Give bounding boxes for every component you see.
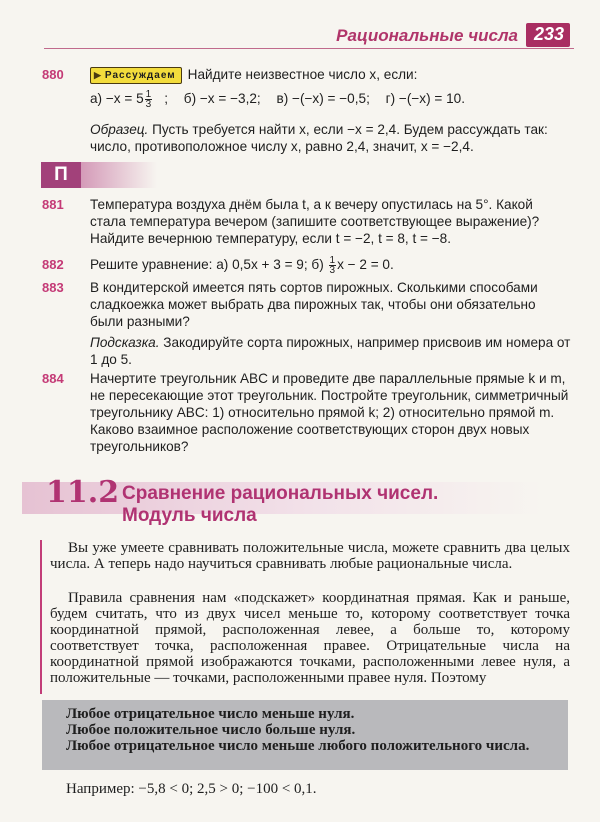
task-options [90, 90, 572, 109]
task-880 [42, 66, 572, 155]
task-text [90, 256, 572, 275]
task-number: 880 [42, 67, 64, 82]
option-b: б) −x = −3,2; [183, 91, 261, 107]
task-text: В кондитерской имеется пять сортов пирожных. Сколькими способами сладкоежка может выбрать два пирожных так, чтобы они обязательно были разными? [90, 280, 538, 329]
chapter-title: Рациональные числа [336, 26, 518, 45]
fraction-numerator: 1 [145, 89, 152, 100]
task-text: Найдите неизвестное число x, если: [187, 67, 418, 82]
example-line: Например: −5,8 < 0; 2,5 > 0; −100 < 0,1. [66, 781, 317, 797]
task-text: Начертите треугольник ABC и проведите две параллельные прямые k и m, не пересекающие этот треугольник. Постройте треугольник, симметричный треугольнику ABC: 1) относительно прямой k; 2) относительно прямой m. Каково взаимное расположение соответствующих сторон двух новых треугольников? [90, 371, 569, 454]
task-text: Температура воздуха днём была t, а к вечеру опустилась на 5°. Какой стала температура вечером (запишите соответствующее выражение)? Найдите вечернюю температуру, если t = −2, t = 8, t = −8. [90, 197, 540, 246]
badge-label: Рассуждаем [104, 70, 176, 81]
rules [66, 706, 566, 754]
fraction-denominator: 3 [329, 265, 336, 276]
section-number: 11.2 [46, 475, 120, 510]
equation-a: Решите уравнение: а) 0,5x + 3 = 9; б) [90, 257, 324, 273]
task-number: 881 [42, 197, 64, 212]
sample-label: Образец. [90, 122, 149, 137]
option-a-end: ; [164, 91, 168, 107]
hint-text: Закодируйте сорта пирожных, например присвоив им номера от 1 до 5. [90, 335, 571, 367]
p-level-strip [81, 162, 157, 188]
page-header [44, 24, 574, 49]
rule-item: Любое отрицательное число меньше нуля. [66, 706, 355, 722]
option-d: г) −(−x) = 10. [385, 91, 466, 107]
task-number: 882 [42, 257, 64, 272]
task-882 [42, 256, 572, 275]
page-number: 233 [526, 23, 570, 47]
task-884 [42, 370, 572, 455]
section-title-line-1: Сравнение рациональных чисел. [122, 483, 439, 504]
hint-label: Подсказка. [90, 335, 160, 350]
paragraph-1: Вы уже умеете сравнивать положительные числа, можете сравнить два целых числа. А теперь надо научиться сравнивать любые рациональные числа. [50, 540, 570, 572]
fraction [329, 256, 337, 275]
paragraph-2: Правила сравнения нам «подскажет» координатная прямая. Как и раньше, будем считать, что из двух чисел меньше то, которому соответствует точка координатной прямой, расположенная левее, а больше то, которому соответствует точка, расположенная правее. Отрицательные числа на координатной прямой изображаются точками, расположенными левее нуля, а положительные — точками, расположенными правее нуля. Поэтому [50, 590, 570, 686]
task-883 [42, 279, 572, 368]
hint [90, 334, 572, 368]
option-c: в) −(−x) = −0,5; [276, 91, 370, 107]
section-title [122, 483, 438, 527]
fraction-numerator: 1 [329, 255, 336, 266]
option-a: а) −x = 5 [90, 91, 144, 107]
reasoning-badge [90, 67, 182, 84]
sample [90, 121, 572, 155]
fraction [145, 90, 153, 109]
task-number: 884 [42, 371, 64, 386]
rule-item: Любое положительное число больше нуля. [66, 722, 356, 738]
arrow-icon: ▶ [94, 70, 102, 80]
task-number: 883 [42, 280, 64, 295]
task-881 [42, 196, 572, 247]
sample-text: Пусть требуется найти x, если −x = 2,4. Будем рассуждать так: число, противоположное числу x, равно 2,4, значит, x = −2,4. [90, 122, 548, 154]
fraction-denominator: 3 [145, 99, 152, 110]
margin-bar [40, 540, 42, 694]
p-level-badge: П [41, 162, 81, 188]
rule-item: Любое отрицательное число меньше любого положительного числа. [66, 738, 530, 754]
section-title-line-2: Модуль числа [122, 505, 257, 526]
equation-b: x − 2 = 0. [337, 257, 394, 273]
